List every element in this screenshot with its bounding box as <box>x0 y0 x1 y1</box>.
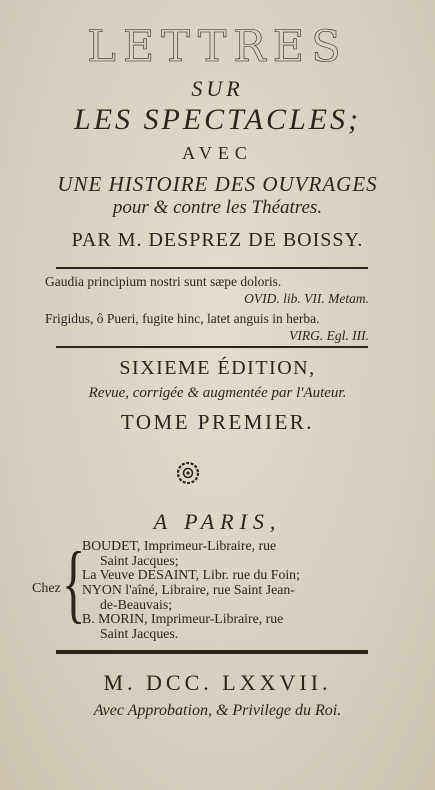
epigraph-quote-2: Frigidus, ô Pueri, fugite hinc, latet anguis in herba. <box>45 311 320 326</box>
edition-line: SIXIEME ÉDITION, <box>119 357 316 379</box>
tome-line: TOME PREMIER. <box>120 410 315 434</box>
printer-ornament-icon <box>175 460 201 486</box>
rule-bottom <box>56 650 368 654</box>
epigraph-ref-1: OVID. lib. VII. Metam. <box>244 291 369 306</box>
publisher-line-6: B. MORIN, Imprimeur-Libraire, rue <box>82 611 284 626</box>
publisher-line-5: de-Beauvais; <box>100 597 173 612</box>
revue-line: Revue, corrigée & augmentée par l'Auteur. <box>88 385 347 401</box>
epigraph-quote-1: Gaudia principium nostri sunt sæpe doloris. <box>45 274 282 289</box>
book-title: LETTRES <box>87 22 348 72</box>
publisher-line-1: BOUDET, Imprimeur-Libraire, rue <box>82 538 277 553</box>
epigraph-ref-2: VIRG. Egl. III. <box>289 328 369 343</box>
imprint-chez: Chez <box>32 581 61 596</box>
subtitle-pour: pour & contre les Théatres. <box>112 197 323 218</box>
subtitle-histoire: UNE HISTOIRE DES OUVRAGES <box>57 172 378 196</box>
title-spectacles: LES SPECTACLES; <box>74 103 361 136</box>
approbation-line: Avec Approbation, & Privilege du Roi. <box>93 702 342 719</box>
title-avec: AVEC <box>182 143 253 163</box>
publisher-line-4: NYON l'aîné, Libraire, rue Saint Jean- <box>82 582 295 597</box>
publisher-line-3: La Veuve DESAINT, Libr. rue du Foin; <box>82 567 300 582</box>
publisher-line-7: Saint Jacques. <box>100 626 179 641</box>
publisher-line-2: Saint Jacques; <box>100 553 179 568</box>
imprint-brace: { <box>62 535 86 632</box>
imprint-city: A PARIS, <box>153 509 282 534</box>
rule-middle <box>56 346 368 348</box>
imprint-date: M. DCC. LXXVII. <box>103 670 332 695</box>
author-line: PAR M. DESPREZ DE BOISSY. <box>71 229 364 251</box>
rule-top <box>56 267 368 269</box>
title-sur: SUR <box>191 76 244 101</box>
